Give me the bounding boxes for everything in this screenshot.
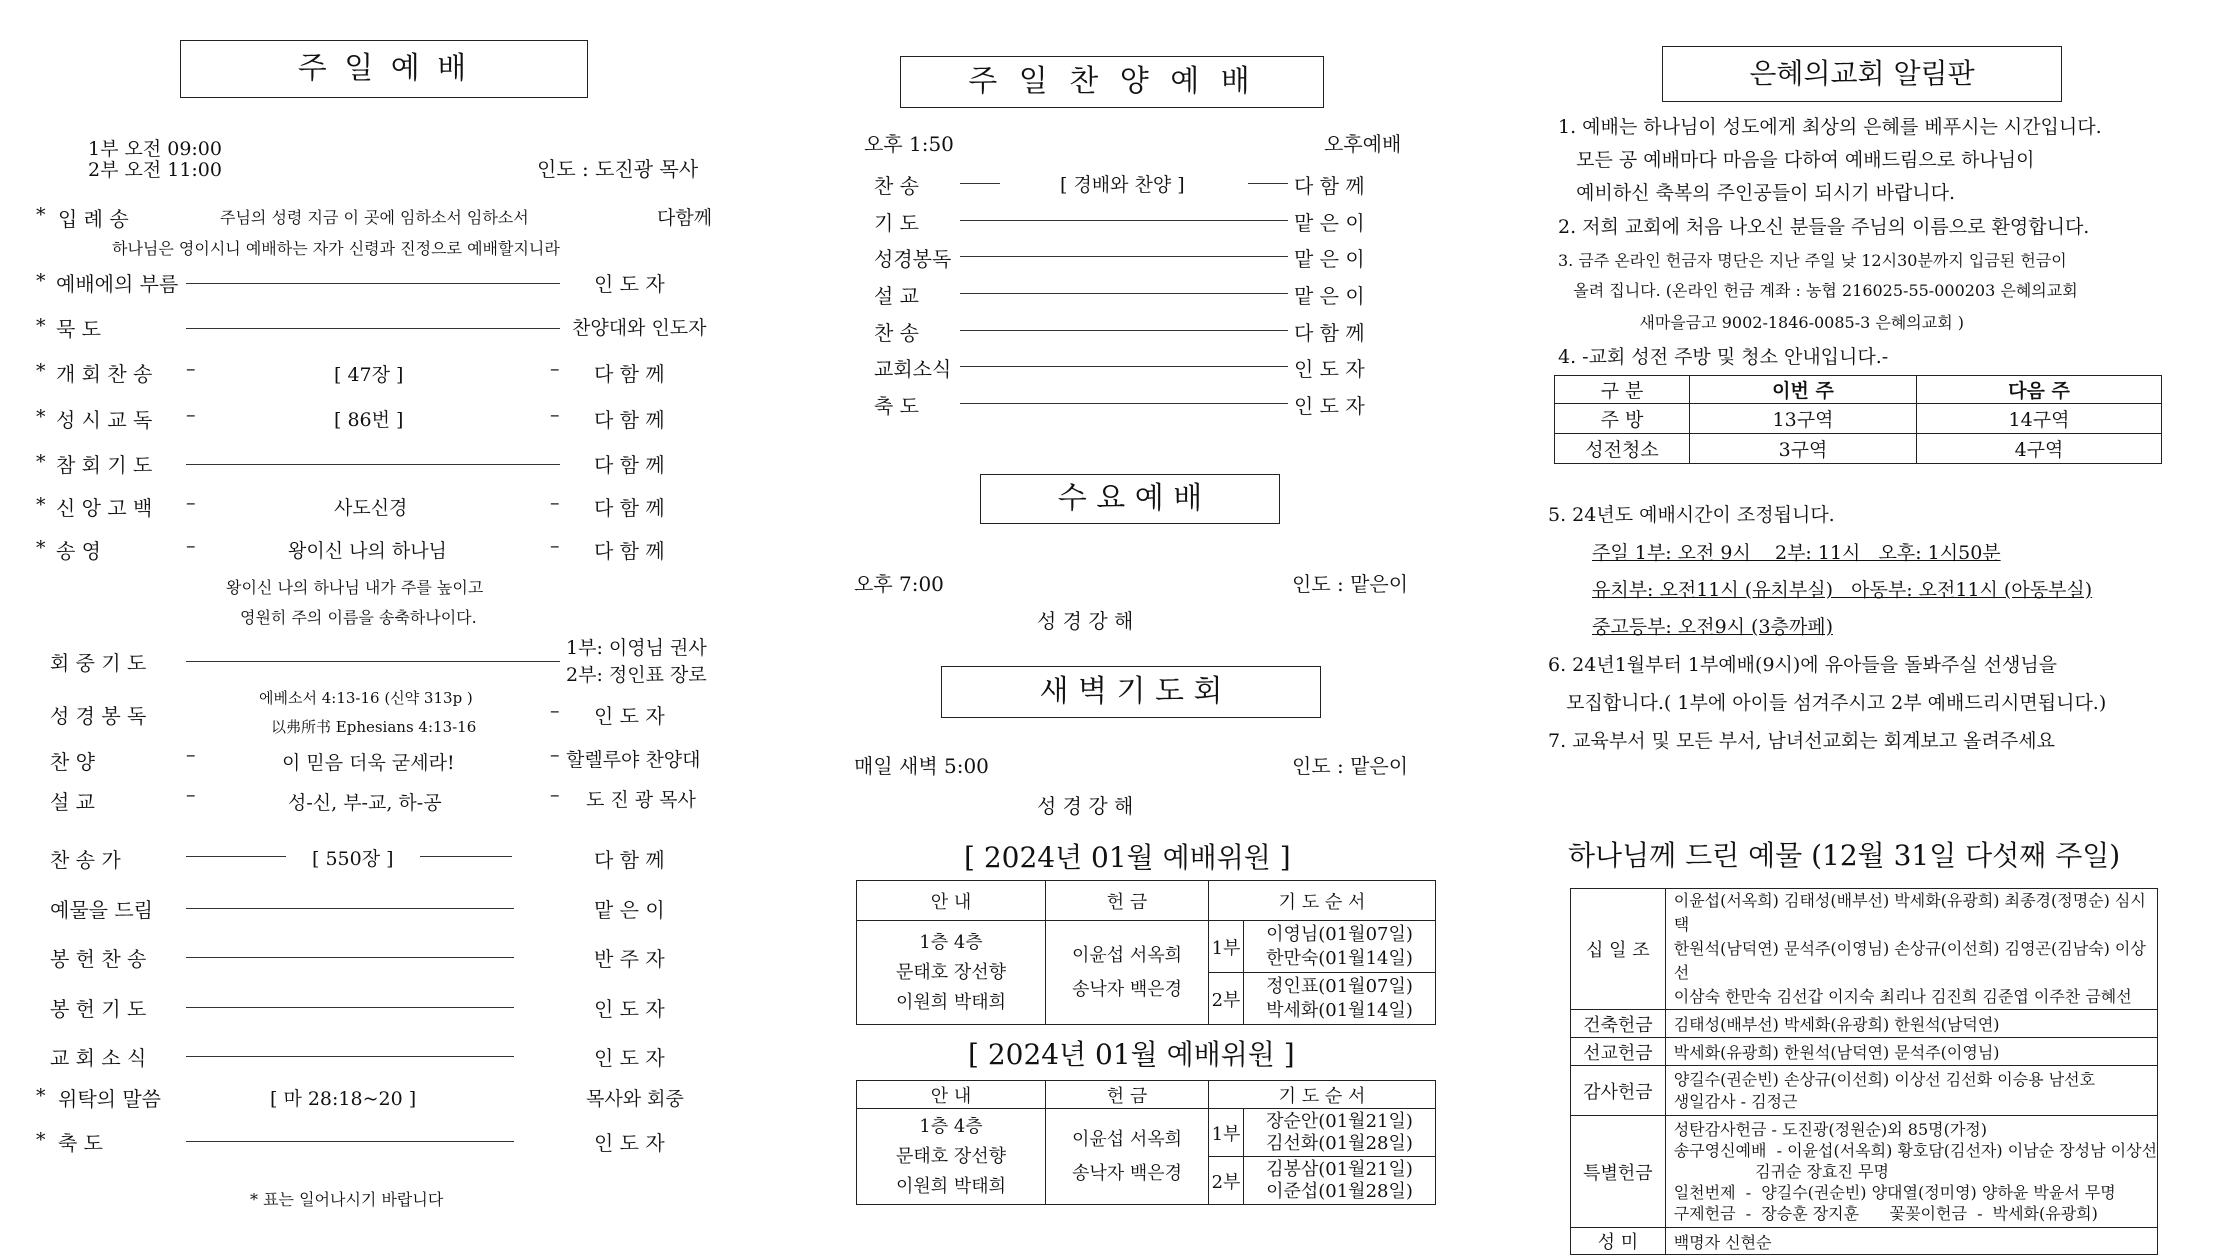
guide-names: 이원희 박태희: [895, 991, 1007, 1013]
order-person: 다 함 께: [594, 539, 665, 563]
order-label: 봉 헌 기 도: [50, 997, 147, 1021]
order-label: 찬 송: [874, 174, 919, 198]
offering-line: 김태성(배부선) 박세화(유광희) 한원석(남덕연): [1665, 1010, 2157, 1038]
service-label: 1부: [1209, 1109, 1244, 1157]
sermon-title: 성-신, 부-교, 하-공: [288, 792, 442, 814]
offering-category: 십 일 조: [1571, 889, 1666, 1010]
page-title: 주 일 예 배: [180, 40, 588, 98]
order-person: 맡 은 이: [1294, 247, 1365, 271]
offering-names: [1665, 1116, 2157, 1228]
offering-category: 성 미: [1571, 1228, 1666, 1255]
offering-line: 한원석(남덕연) 문석주(이영님) 손상규(이선희) 김영곤(김남숙) 이상선: [1673, 939, 2146, 982]
column-notices: [1488, 0, 2232, 1258]
dash: –: [550, 358, 560, 380]
order-label: 교회소식: [874, 357, 952, 381]
order-label: 축 도: [874, 394, 919, 418]
notice-line: 예비하신 축복의 주인공들이 되시기 바랍니다.: [1558, 182, 1956, 204]
col-header-this-week: 이번 주: [1690, 376, 1917, 404]
anthem-title: 이 믿음 더욱 굳세라!: [282, 752, 455, 774]
committee-table: [856, 880, 1436, 1025]
order-label: 설 교: [50, 790, 95, 814]
standing-mark: *: [36, 315, 46, 337]
order-person: 인 도 자: [594, 997, 665, 1021]
dash: –: [550, 535, 560, 557]
praise-detail: [ 경배와 찬양 ]: [1060, 174, 1185, 196]
guide-floors: 1층 4층: [919, 1115, 983, 1137]
afternoon-time: 오후 1:50: [864, 132, 954, 156]
prayer-name: 이영님(01월07일): [1266, 923, 1413, 945]
notice-board-title: 은혜의교회 알림판: [1662, 46, 2062, 102]
offering-category: 특별헌금: [1571, 1116, 1666, 1228]
service-label: 2부: [1209, 1157, 1244, 1205]
guide-names: 문태호 장선향: [895, 1145, 1007, 1167]
dawn-prayer-time: 매일 새벽 5:00: [854, 754, 989, 778]
service-label: 1부: [1209, 921, 1244, 973]
notice-line: 5. 24년도 예배시간이 조정됩니다.: [1548, 504, 1835, 526]
leader-line: [960, 330, 1288, 331]
leader-line: [186, 856, 286, 857]
standing-mark: *: [36, 537, 46, 559]
guide-names: 문태호 장선향: [895, 961, 1007, 983]
dash: –: [550, 700, 560, 722]
order-label: 설 교: [874, 284, 919, 308]
order-person: 인 도 자: [594, 1046, 665, 1070]
leader-line: [960, 403, 1288, 404]
doxology-lyric: 영원히 주의 이름을 송축하나이다.: [240, 608, 477, 627]
column-afternoon-worship: [744, 0, 1488, 1258]
order-person: 다 함 께: [594, 848, 665, 872]
committee-title: [ 2024년 01월 예배위원 ]: [964, 841, 1291, 874]
order-label: 참 회 기 도: [56, 453, 153, 477]
order-label: 입 례 송: [58, 207, 129, 231]
prayer-names: [1244, 973, 1436, 1025]
schedule-youth: 중고등부: 오전9시 (3층까페): [1592, 616, 1834, 638]
offering-category: 건축헌금: [1571, 1010, 1666, 1038]
order-person: 인 도 자: [594, 1131, 665, 1155]
afternoon-title: 주 일 찬 양 예 배: [900, 56, 1324, 108]
col-header-guide: 안 내: [857, 881, 1046, 921]
time-second: 2부 오전 11:00: [88, 159, 222, 181]
table-cell: 3구역: [1690, 434, 1917, 464]
dawn-prayer-title: 새 벽 기 도 회: [941, 666, 1321, 718]
creed: 사도신경: [334, 497, 408, 519]
dash: –: [550, 492, 560, 514]
responsive-reading-number: [ 86번 ]: [334, 409, 404, 431]
order-person: 다 함 께: [594, 453, 665, 477]
notice-line: 1. 예배는 하나님이 성도에게 최상의 은혜를 베푸시는 시간입니다.: [1558, 116, 2102, 138]
time-first: 1부 오전 09:00: [88, 138, 222, 160]
order-person: 인 도 자: [594, 272, 665, 296]
column-sunday-worship: [0, 0, 744, 1258]
dash: –: [186, 404, 196, 426]
offering-line: 성탄감사헌금 - 도진광(정원순)외 85명(가정): [1673, 1120, 1987, 1139]
offering-line: 생일감사 - 김정근: [1673, 1091, 1798, 1111]
notice-line: 2. 저희 교회에 처음 나오신 분들을 주님의 이름으로 환영합니다.: [1558, 216, 2090, 238]
commission-reference: [ 마 28:18~20 ]: [270, 1088, 417, 1110]
leader-line: [1248, 183, 1288, 184]
table-cell: 14구역: [1917, 404, 2162, 434]
order-label: 기 도: [874, 211, 919, 235]
offering-names: 송낙자 백은경: [1071, 1162, 1183, 1184]
offering-line: 양길수(권순빈) 손상규(이선희) 이상선 김선화 이승용 남선호: [1673, 1069, 2096, 1089]
order-label: 성경봉독: [874, 247, 952, 271]
dash: –: [550, 404, 560, 426]
leader-line: [960, 183, 1000, 184]
col-header-next-week: 다음 주: [1917, 376, 2162, 404]
standing-note: * 표는 일어나시기 바랍니다: [250, 1190, 444, 1209]
col-header-offering: 헌 금: [1046, 881, 1209, 921]
standing-mark: *: [36, 1129, 46, 1151]
standing-mark: *: [36, 270, 46, 292]
leader-line: [186, 1007, 514, 1008]
leader-line: [960, 220, 1288, 221]
hymn-number: [ 550장 ]: [312, 848, 394, 870]
order-person: 다 함 께: [594, 362, 665, 386]
offering-category: 선교헌금: [1571, 1038, 1666, 1066]
preacher: 도 진 광 목사: [586, 789, 696, 811]
order-label: 찬 송 가: [50, 848, 121, 872]
order-label: 묵 도: [56, 317, 101, 341]
table-cell: 13구역: [1690, 404, 1917, 434]
offering-line: 박세화(유광희) 한원석(남덕연) 문석주(이영님): [1665, 1038, 2157, 1066]
guide-cell: [857, 921, 1046, 1025]
dash: –: [186, 492, 196, 514]
order-label: 교 회 소 식: [50, 1046, 147, 1070]
wednesday-title: 수 요 예 배: [980, 474, 1280, 524]
order-label: 축 도: [58, 1131, 103, 1155]
choir-name: 할렐루야 찬양대: [566, 749, 701, 771]
afternoon-type: 오후예배: [1324, 132, 1402, 156]
prayer-name: 정인표(01월07일): [1266, 975, 1413, 997]
hymn-number: [ 47장 ]: [334, 364, 404, 386]
wednesday-time: 오후 7:00: [854, 572, 944, 596]
order-label: 예배에의 부름: [56, 272, 179, 296]
offering-category: 감사헌금: [1571, 1066, 1666, 1116]
order-person: 다 함 께: [1294, 321, 1365, 345]
order-person: 다 함 께: [594, 408, 665, 432]
dash: –: [186, 358, 196, 380]
order-label: 신 앙 고 백: [56, 496, 153, 520]
notice-line: 7. 교육부서 및 모든 부서, 남녀선교회는 회계보고 올려주세요: [1548, 730, 2055, 752]
order-person: 찬양대와 인도자: [572, 317, 707, 339]
leader-line: [186, 283, 560, 284]
offering-line: 백명자 신현순: [1665, 1228, 2157, 1255]
offering-line: 일천번제 - 양길수(권순빈) 양대열(정미영) 양하윤 박윤서 무명: [1673, 1183, 2116, 1202]
offering-line: 구제헌금 - 장승훈 장지훈 꽃꽂이헌금 - 박세화(유광희): [1673, 1204, 2098, 1223]
leader-line: [186, 661, 560, 662]
leader-line: [960, 293, 1288, 294]
prayer-names: [1244, 921, 1436, 973]
wednesday-subject: 성 경 강 해: [1037, 609, 1134, 633]
service-label: 2부: [1209, 973, 1244, 1025]
prayer-name: 박세화(01월14일): [1266, 999, 1413, 1021]
offering-names: 송낙자 백은경: [1071, 978, 1183, 1000]
order-label: 송 영: [56, 539, 101, 563]
notice-line: 모든 공 예배마다 마음을 다하여 예배드림으로 하나님이: [1558, 149, 2035, 171]
order-label: 위탁의 말씀: [58, 1087, 161, 1111]
order-person: 반 주 자: [594, 947, 665, 971]
order-person: 인 도 자: [1294, 357, 1365, 381]
prayer-first-service: 1부: 이영님 권사: [566, 637, 707, 659]
table-cell: 4구역: [1917, 434, 2162, 464]
prayer-name: 김봉삼(01월21일): [1266, 1158, 1413, 1180]
order-label: 성 시 교 독: [56, 408, 153, 432]
schedule-children: 유치부: 오전11시 (유치부실) 아동부: 오전11시 (아동부실): [1592, 579, 2093, 601]
notice-line: 새마을금고 9002-1846-0085-3 은혜의교회 ): [1558, 313, 1964, 332]
order-person: 맡 은 이: [594, 898, 665, 922]
prayer-name: 이준섭(01월28일): [1266, 1180, 1413, 1202]
dash: –: [186, 744, 196, 766]
order-person: 맡 은 이: [1294, 284, 1365, 308]
prayer-names: [1244, 1109, 1436, 1157]
order-person: 인 도 자: [1294, 394, 1365, 418]
dawn-prayer-subject: 성 경 강 해: [1037, 794, 1134, 818]
leader-line: [960, 366, 1288, 367]
leader-line: [960, 256, 1288, 257]
notice-line: 4. -교회 성전 주방 및 청소 안내입니다.-: [1558, 346, 1889, 368]
dash: –: [186, 784, 196, 806]
col-header-offering: 헌 금: [1046, 1081, 1209, 1109]
dash: –: [186, 535, 196, 557]
order-label: 회 중 기 도: [50, 651, 147, 675]
order-person: 맡 은 이: [1294, 211, 1365, 235]
offering-names: 이윤섭 서옥희: [1071, 1128, 1183, 1150]
offering-cell: [1046, 1109, 1209, 1205]
committee-table: [856, 1080, 1436, 1205]
guide-floors: 1층 4층: [919, 931, 983, 953]
scripture-reference: 에베소서 4:13-16 (신약 313p ): [259, 689, 473, 707]
leader-line: [186, 908, 514, 909]
standing-mark: *: [36, 204, 46, 226]
table-cell: 성전청소: [1555, 434, 1690, 464]
offering-table: [1570, 888, 2158, 1255]
col-header-guide: 안 내: [857, 1081, 1046, 1109]
order-label: 예물을 드림: [50, 898, 153, 922]
offering-line: 송구영신예배 - 이윤섭(서옥희) 황호담(김선자) 이남순 장성남 이상선: [1673, 1141, 2157, 1160]
leader-line: [420, 856, 512, 857]
leader: 인도 : 도진광 목사: [537, 157, 699, 181]
offering-title: 하나님께 드린 예물 (12월 31일 다섯째 주일): [1568, 839, 2121, 872]
order-person: 다함께: [657, 207, 713, 229]
standing-mark: *: [36, 494, 46, 516]
prayer-name: 김선화(01월28일): [1266, 1132, 1413, 1154]
order-detail: 주님의 성령 지금 이 곳에 임하소서 임하소서: [220, 208, 529, 227]
order-label: 봉 헌 찬 송: [50, 947, 147, 971]
col-header-prayer: 기 도 순 서: [1209, 1081, 1436, 1109]
prayer-second-service: 2부: 정인표 장로: [566, 664, 707, 686]
committee-title: [ 2024년 01월 예배위원 ]: [968, 1038, 1295, 1071]
col-header-prayer: 기 도 순 서: [1209, 881, 1436, 921]
guide-names: 이원희 박태희: [895, 1175, 1007, 1197]
leader-line: [186, 957, 514, 958]
offering-cell: [1046, 921, 1209, 1025]
prayer-name: 한만숙(01월14일): [1266, 947, 1413, 969]
dash: –: [550, 744, 560, 766]
offering-line: 이윤섭(서옥희) 김태성(배부선) 박세화(유광희) 최종경(정명순) 심시택: [1673, 891, 2146, 934]
standing-mark: *: [36, 451, 46, 473]
standing-mark: *: [36, 406, 46, 428]
notice-line: 3. 금주 온라인 헌금자 명단은 지난 주일 낮 12시30분까지 입금된 헌금이: [1558, 251, 2067, 270]
guide-cell: [857, 1109, 1046, 1205]
table-cell: 주 방: [1555, 404, 1690, 434]
offering-line: 이삼숙 한만숙 김선갑 이지숙 최리나 김진희 김준엽 이주찬 금혜선: [1673, 987, 2132, 1006]
offering-line: 김귀순 장효진 무명: [1673, 1162, 1889, 1181]
leader-line: [186, 1141, 514, 1142]
order-label: 성 경 봉 독: [50, 704, 147, 728]
order-label: 개 회 찬 송: [56, 362, 153, 386]
notice-line: 6. 24년1월부터 1부예배(9시)에 유아들을 돌봐주실 선생님을: [1548, 654, 2058, 676]
prayer-name: 장순안(01월21일): [1266, 1110, 1413, 1132]
prayer-names: [1244, 1157, 1436, 1205]
schedule-sunday: 주일 1부: 오전 9시 2부: 11시 오후: 1시50분: [1592, 542, 2001, 564]
offering-names: 이윤섭 서옥희: [1071, 944, 1183, 966]
offering-names: [1665, 1066, 2157, 1116]
leader-line: [186, 464, 560, 465]
order-person: 다 함 께: [1294, 174, 1365, 198]
notice-line: 모집합니다.( 1부에 아이들 섬겨주시고 2부 예배드리시면됩니다.): [1548, 692, 2107, 714]
dawn-prayer-leader: 인도 : 맡은이: [1292, 754, 1409, 778]
offering-names: [1665, 889, 2157, 1010]
wednesday-leader: 인도 : 맡은이: [1292, 572, 1409, 596]
leader-line: [186, 328, 560, 329]
doxology-lyric: 왕이신 나의 하나님 내가 주를 높이고: [226, 578, 484, 597]
standing-mark: *: [36, 1085, 46, 1107]
notice-line: 올려 집니다. (온라인 헌금 계좌 : 농협 216025-55-000203 은혜의교회: [1558, 281, 2078, 300]
order-label: 찬 양: [50, 750, 95, 774]
dash: –: [550, 784, 560, 806]
order-person: 인 도 자: [594, 704, 665, 728]
order-person: 다 함 께: [594, 496, 665, 520]
standing-mark: *: [36, 360, 46, 382]
scripture-phrase: 하나님은 영이시니 예배하는 자가 신령과 진정으로 예배할지니라: [112, 239, 560, 258]
leader-line: [186, 1056, 514, 1057]
order-person: 목사와 회중: [586, 1088, 684, 1110]
doxology-title: 왕이신 나의 하나님: [288, 540, 447, 562]
order-label: 찬 송: [874, 321, 919, 345]
col-header-division: 구 분: [1555, 376, 1690, 404]
cleaning-table: [1554, 375, 2162, 464]
scripture-reference-cn: 以弗所书 Ephesians 4:13-16: [271, 718, 477, 736]
